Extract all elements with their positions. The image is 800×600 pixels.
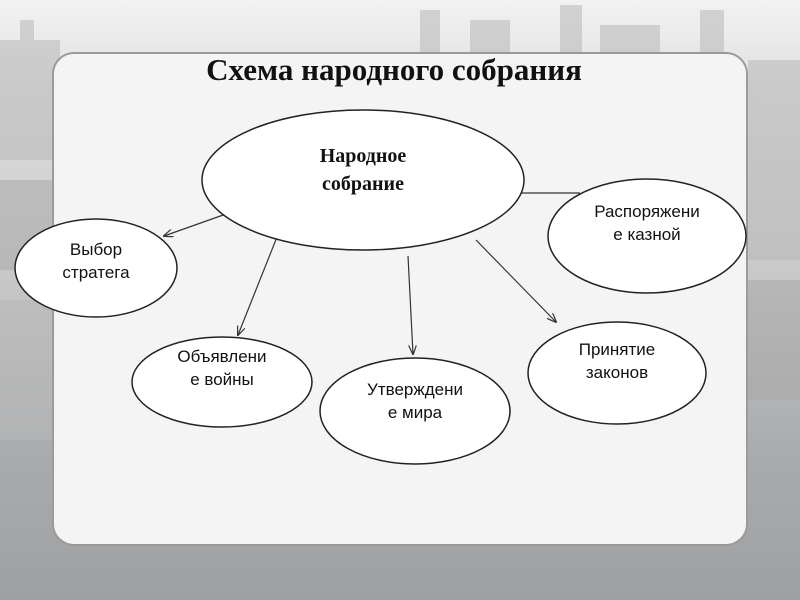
node-peace-line-2: е мира [387,403,443,422]
node-treasury-label [567,198,727,248]
center-node-line-2: собрание [322,173,404,195]
node-laws-line-2: законов [585,363,649,382]
node-treasury-line-1: Распоряжени [594,202,700,221]
node-war-line-2: е войны [190,370,254,389]
node-treasury-line-2: е казной [613,225,681,244]
node-strategos-line-2: стратега [62,263,130,282]
arrow-to-war [238,237,277,335]
arrow-to-peace [408,256,413,354]
node-peace-line-1: Утверждени [367,380,463,399]
arrow-to-laws [476,240,556,322]
node-peace-label [340,376,490,426]
node-laws-line-1: Принятие [578,340,656,359]
center-node-label [263,135,463,205]
node-war-line-1: Объявлени [177,347,267,366]
slide-title: Схема народного собрания [206,52,582,87]
node-strategos-line-1: Выбор [69,240,123,259]
node-strategos-label [36,236,156,286]
center-node-line-1: Народное [319,145,407,167]
node-war-label [152,343,292,393]
node-laws-label [547,336,687,386]
arrow-to-strategos [164,214,226,236]
